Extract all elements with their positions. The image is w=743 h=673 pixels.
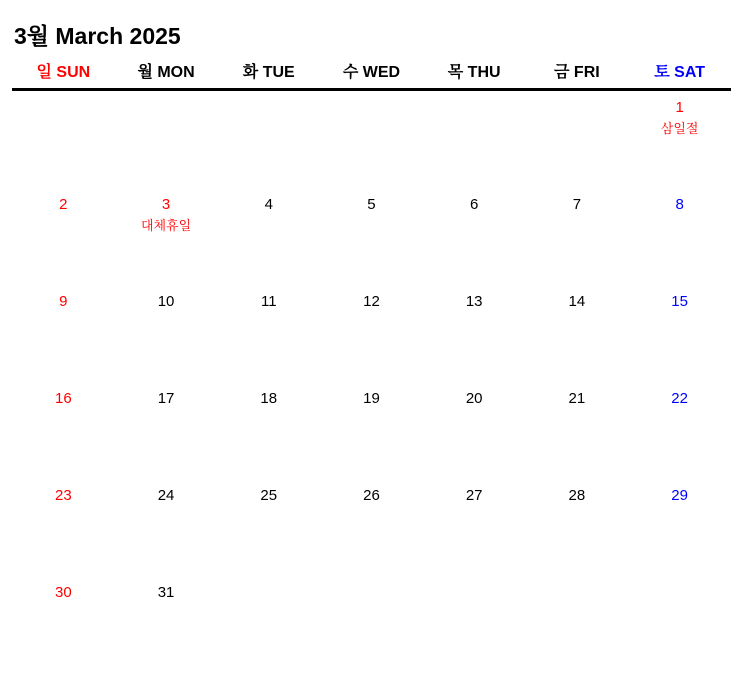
day-note — [423, 212, 526, 219]
day-number — [423, 91, 526, 100]
calendar-header — [12, 59, 731, 90]
calendar-table — [12, 59, 731, 673]
day-number: 16 — [12, 382, 115, 406]
day-number — [526, 91, 629, 100]
day-number: 13 — [423, 285, 526, 309]
day-number: 10 — [115, 285, 218, 309]
day-cell[interactable] — [217, 382, 320, 479]
day-number: 27 — [423, 479, 526, 503]
day-note — [628, 503, 731, 510]
day-note — [12, 600, 115, 607]
calendar-week-row — [12, 188, 731, 285]
day-note: 삼일절 — [628, 115, 731, 136]
day-cell[interactable] — [628, 90, 731, 189]
day-note — [628, 309, 731, 316]
day-cell[interactable] — [423, 479, 526, 576]
day-number: 14 — [526, 285, 629, 309]
day-number: 4 — [217, 188, 320, 212]
day-cell[interactable] — [12, 382, 115, 479]
weekday-header-mon: 월 MON — [115, 59, 218, 90]
day-note — [423, 406, 526, 413]
day-note — [628, 406, 731, 413]
day-cell[interactable] — [320, 382, 423, 479]
day-note — [115, 600, 218, 607]
day-cell[interactable] — [115, 188, 218, 285]
day-number: 26 — [320, 479, 423, 503]
day-number: 2 — [12, 188, 115, 212]
day-note — [115, 406, 218, 413]
day-note — [217, 100, 320, 107]
day-note — [12, 212, 115, 219]
calendar-week-row — [12, 285, 731, 382]
day-note — [423, 100, 526, 107]
day-cell[interactable] — [320, 90, 423, 189]
weekday-header-fri: 금 FRI — [526, 59, 629, 90]
day-number: 8 — [628, 188, 731, 212]
day-cell[interactable] — [526, 576, 629, 673]
calendar-week-row — [12, 90, 731, 189]
day-note — [526, 503, 629, 510]
day-cell[interactable] — [12, 90, 115, 189]
day-cell[interactable] — [628, 285, 731, 382]
day-cell[interactable] — [526, 90, 629, 189]
day-number — [320, 91, 423, 100]
day-number: 19 — [320, 382, 423, 406]
day-number: 3 — [115, 188, 218, 212]
weekday-header-sat: 토 SAT — [628, 59, 731, 90]
weekday-header-wed: 수 WED — [320, 59, 423, 90]
day-cell[interactable] — [217, 188, 320, 285]
day-number: 31 — [115, 576, 218, 600]
day-note — [628, 212, 731, 219]
day-cell[interactable] — [423, 576, 526, 673]
day-number: 7 — [526, 188, 629, 212]
calendar-body — [12, 90, 731, 673]
day-number — [628, 576, 731, 585]
day-cell[interactable] — [115, 382, 218, 479]
day-number — [12, 91, 115, 100]
day-note — [12, 406, 115, 413]
day-note — [526, 309, 629, 316]
day-note — [217, 309, 320, 316]
day-number: 24 — [115, 479, 218, 503]
day-cell[interactable] — [628, 188, 731, 285]
day-cell[interactable] — [12, 285, 115, 382]
day-cell[interactable] — [217, 479, 320, 576]
day-number: 9 — [12, 285, 115, 309]
day-cell[interactable] — [217, 576, 320, 673]
day-note — [628, 585, 731, 592]
day-cell[interactable] — [526, 285, 629, 382]
weekday-header-thu: 목 THU — [423, 59, 526, 90]
day-cell[interactable] — [423, 285, 526, 382]
day-note — [526, 100, 629, 107]
page-title: 3월 March 2025 — [12, 0, 731, 51]
day-note — [526, 406, 629, 413]
day-note — [320, 212, 423, 219]
day-cell[interactable] — [526, 479, 629, 576]
day-number: 12 — [320, 285, 423, 309]
day-number — [217, 91, 320, 100]
day-note — [423, 309, 526, 316]
day-cell[interactable] — [115, 90, 218, 189]
day-number: 11 — [217, 285, 320, 309]
day-number: 23 — [12, 479, 115, 503]
day-number: 20 — [423, 382, 526, 406]
day-cell[interactable] — [628, 479, 731, 576]
weekday-header-tue: 화 TUE — [217, 59, 320, 90]
day-cell[interactable] — [320, 188, 423, 285]
day-note — [320, 100, 423, 107]
day-cell[interactable] — [628, 576, 731, 673]
day-number — [217, 576, 320, 585]
day-note — [12, 100, 115, 107]
day-note — [12, 309, 115, 316]
calendar-week-row — [12, 479, 731, 576]
day-note: 대체휴일 — [115, 212, 218, 233]
day-note — [217, 585, 320, 592]
weekday-header-row — [12, 59, 731, 90]
day-number: 1 — [628, 91, 731, 115]
day-note — [115, 309, 218, 316]
day-note — [320, 585, 423, 592]
day-cell[interactable] — [115, 479, 218, 576]
day-number — [320, 576, 423, 585]
calendar-week-row — [12, 382, 731, 479]
day-number: 5 — [320, 188, 423, 212]
day-cell[interactable] — [526, 188, 629, 285]
day-number: 17 — [115, 382, 218, 406]
day-note — [320, 503, 423, 510]
day-note — [320, 406, 423, 413]
day-note — [115, 100, 218, 107]
day-cell[interactable] — [628, 382, 731, 479]
day-note — [423, 585, 526, 592]
day-number — [526, 576, 629, 585]
day-number: 21 — [526, 382, 629, 406]
day-note — [526, 585, 629, 592]
day-note — [115, 503, 218, 510]
day-cell[interactable] — [423, 90, 526, 189]
day-number: 15 — [628, 285, 731, 309]
day-note — [217, 212, 320, 219]
day-number — [423, 576, 526, 585]
day-number: 6 — [423, 188, 526, 212]
day-number: 22 — [628, 382, 731, 406]
day-number: 30 — [12, 576, 115, 600]
day-number: 29 — [628, 479, 731, 503]
day-cell[interactable] — [423, 188, 526, 285]
day-note — [526, 212, 629, 219]
day-number: 25 — [217, 479, 320, 503]
day-cell[interactable] — [115, 285, 218, 382]
weekday-header-sun: 일 SUN — [12, 59, 115, 90]
day-cell[interactable] — [12, 188, 115, 285]
day-cell[interactable] — [217, 285, 320, 382]
day-note — [217, 503, 320, 510]
day-cell[interactable] — [320, 285, 423, 382]
day-number: 28 — [526, 479, 629, 503]
day-cell[interactable] — [320, 576, 423, 673]
day-cell[interactable] — [12, 479, 115, 576]
day-cell[interactable] — [526, 382, 629, 479]
day-cell[interactable] — [12, 576, 115, 673]
day-number — [115, 91, 218, 100]
day-cell[interactable] — [423, 382, 526, 479]
day-note — [423, 503, 526, 510]
calendar-week-row — [12, 576, 731, 673]
day-number: 18 — [217, 382, 320, 406]
day-note — [217, 406, 320, 413]
day-cell[interactable] — [115, 576, 218, 673]
day-cell[interactable] — [320, 479, 423, 576]
day-cell[interactable] — [217, 90, 320, 189]
day-note — [12, 503, 115, 510]
day-note — [320, 309, 423, 316]
